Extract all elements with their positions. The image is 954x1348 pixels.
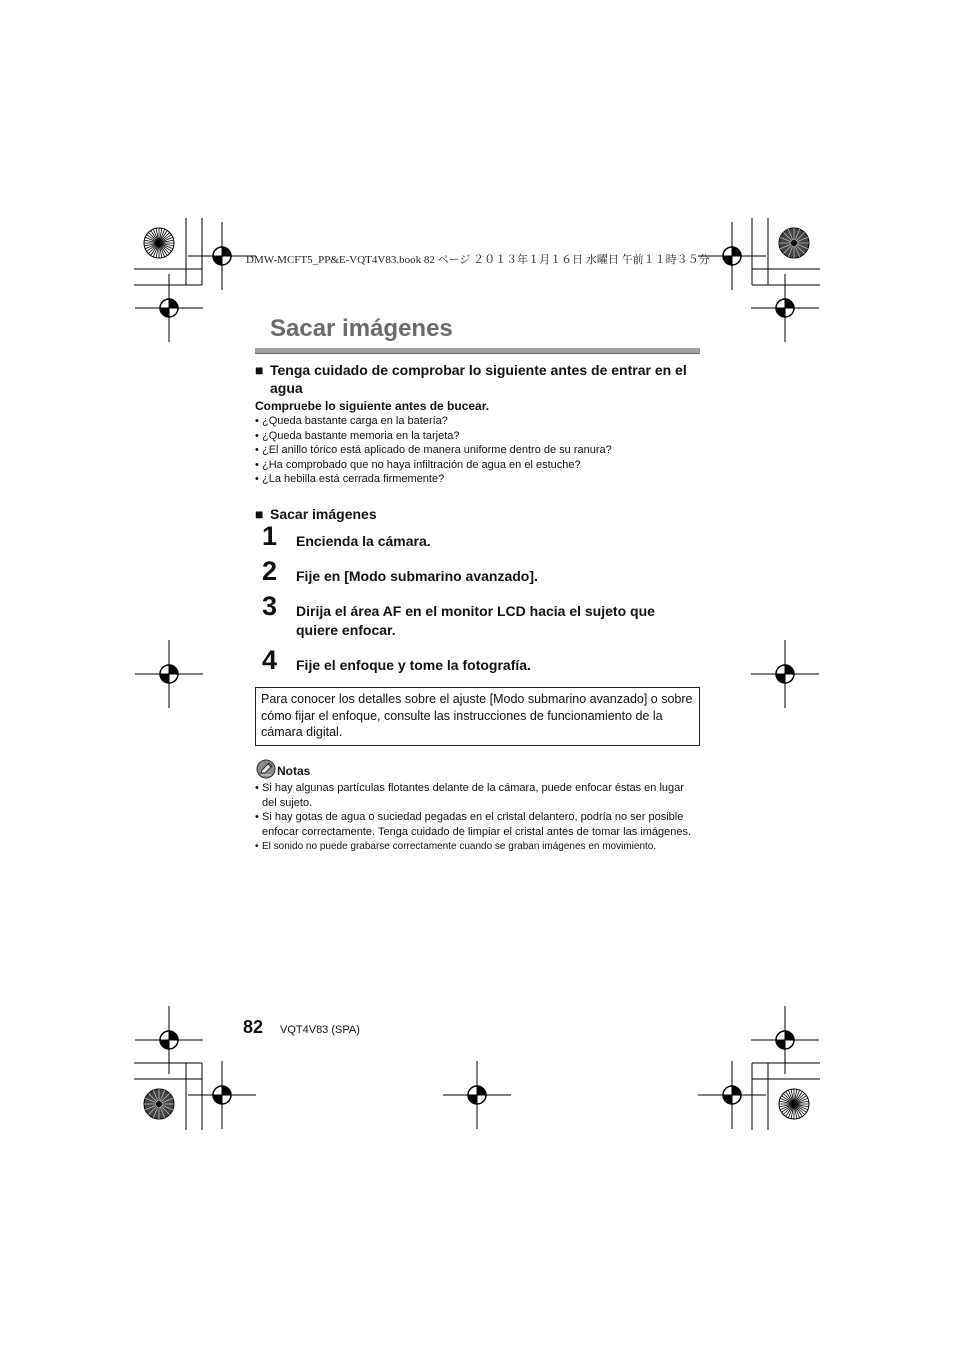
step-text: Fije en [Modo submarino avanzado]. bbox=[296, 568, 538, 584]
step-text: Fije el enfoque y tome la fotografía. bbox=[296, 657, 531, 673]
step-number: 2 bbox=[262, 556, 278, 586]
section-check-heading bbox=[255, 361, 700, 397]
title-rule-shadow bbox=[255, 353, 700, 354]
step-text: Encienda la cámara. bbox=[296, 533, 431, 549]
section-heading-text: Sacar imágenes bbox=[270, 506, 377, 522]
list-item: • ¿La hebilla está cerrada firmemente? bbox=[255, 472, 700, 487]
page-number: 82 bbox=[243, 1017, 264, 1037]
section-heading-text: Tenga cuidado de comprobar lo siguiente antes de entrar en el agua bbox=[270, 362, 687, 396]
square-bullet-icon: ■ bbox=[255, 362, 264, 378]
document-code: VQT4V83 (SPA) bbox=[280, 1024, 360, 1036]
list-item: • ¿El anillo tórico está aplicado de manera uniforme dentro de su ranura? bbox=[255, 443, 700, 458]
step-number: 3 bbox=[262, 591, 278, 621]
page-title: Sacar imágenes bbox=[270, 315, 453, 342]
list-item: • ¿Queda bastante carga en la batería? bbox=[255, 414, 700, 429]
list-item: • ¿Ha comprobado que no haya infiltración de agua en el estuche? bbox=[255, 458, 700, 473]
list-item: • El sonido no puede grabarse correctamente cuando se graban imágenes en movimiento. bbox=[255, 840, 700, 855]
step-number: 4 bbox=[262, 645, 278, 675]
info-box: Para conocer los detalles sobre el ajuste [Modo submarino avanzado] o sobre cómo fijar el enfoque, consulte las instrucciones de funcionamiento de la cámara digital. bbox=[255, 687, 700, 746]
section-steps-heading bbox=[255, 505, 700, 523]
notes-list bbox=[255, 781, 700, 855]
notes-label: Notas bbox=[277, 764, 311, 778]
step-number: 1 bbox=[262, 521, 278, 551]
check-subheading: Compruebe lo siguiente antes de bucear. bbox=[255, 399, 490, 413]
check-list bbox=[255, 414, 700, 487]
print-header: DMW-MCFT5_PP&E-VQT4V83.book 82 ページ ２０１３年１月１６日 水曜日 午前１１時３５分 bbox=[246, 254, 710, 266]
pencil-notes-icon bbox=[256, 759, 276, 779]
list-item: • ¿Queda bastante memoria en la tarjeta? bbox=[255, 429, 700, 444]
list-item: • Si hay algunas partículas flotantes delante de la cámara, puede enfocar éstas en lugar del sujeto. bbox=[255, 781, 700, 810]
square-bullet-icon: ■ bbox=[255, 506, 264, 522]
step-text: Dirija el área AF en el monitor LCD hacia el sujeto que quiere enfocar. bbox=[296, 603, 655, 638]
list-item: • Si hay gotas de agua o suciedad pegadas en el cristal delantero, podría no ser posible enfocar correctamente. Tenga cuidado de limpiar el cristal antes de tomar las imágenes. bbox=[255, 810, 700, 839]
